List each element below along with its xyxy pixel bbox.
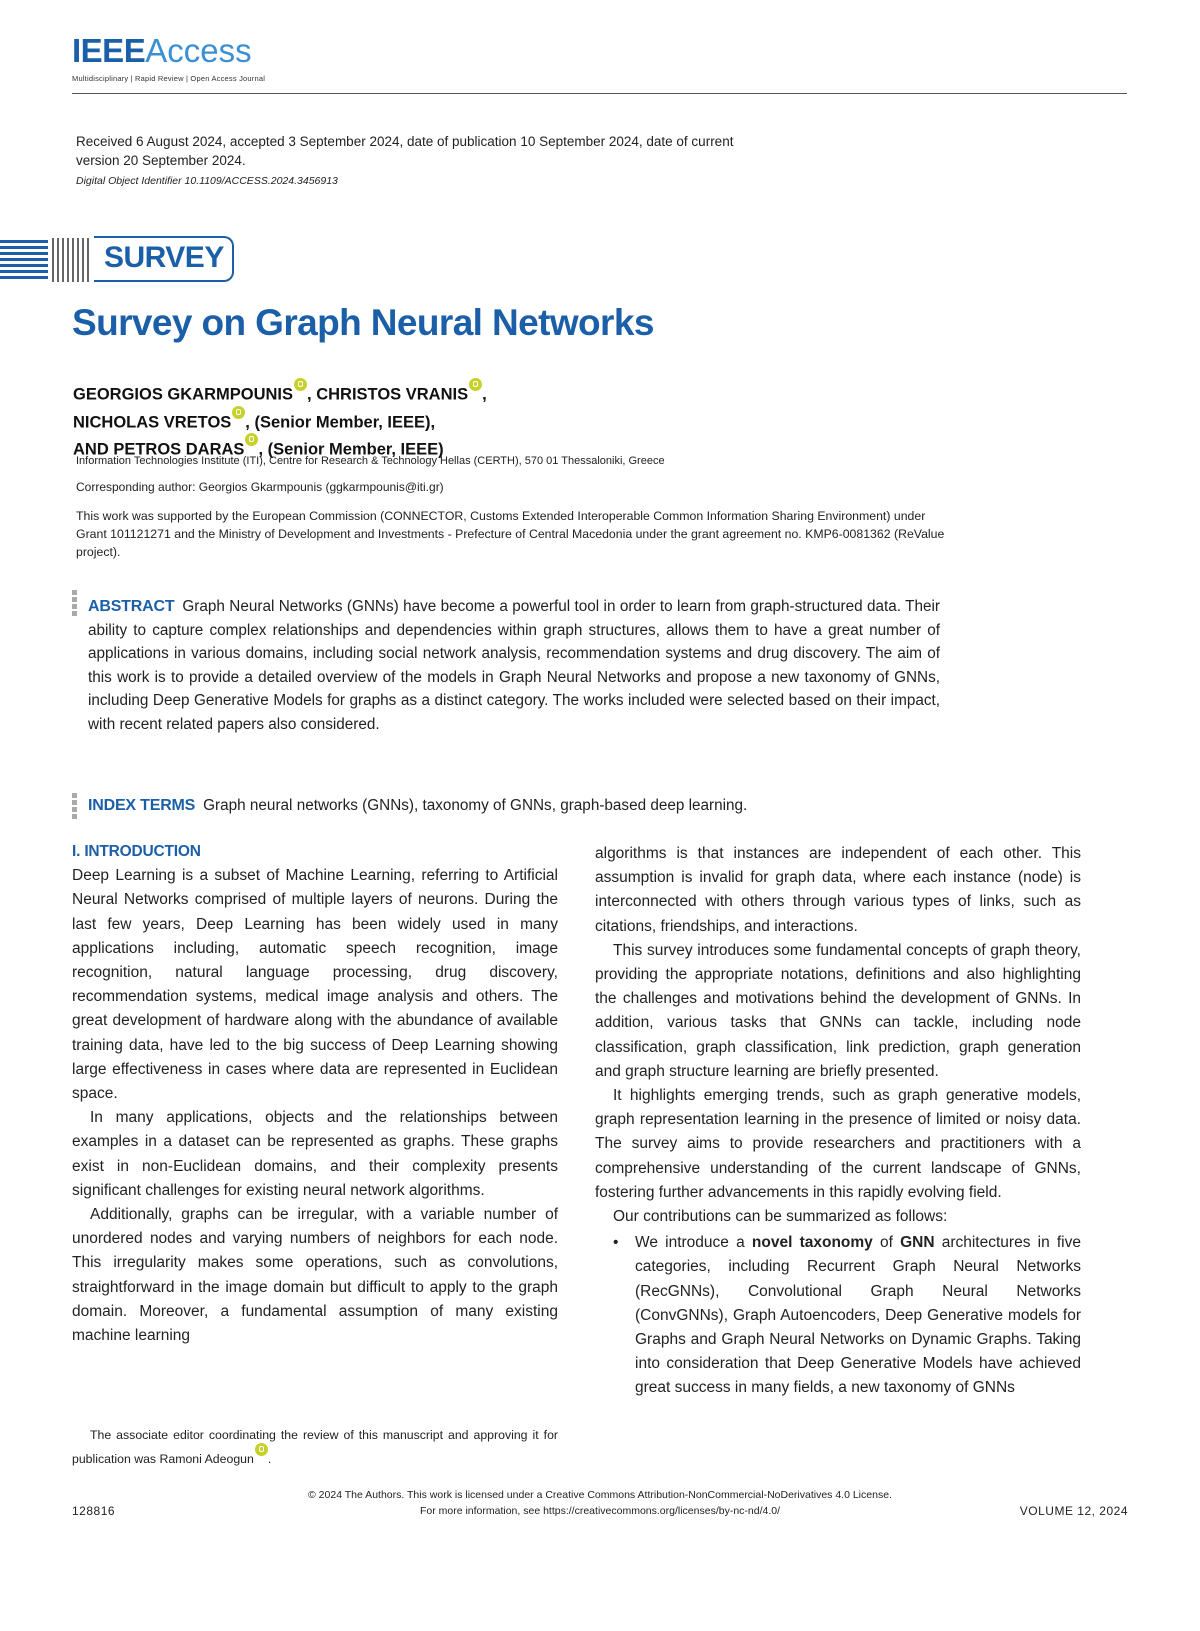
author-2: , CHRISTOS VRANIS — [307, 385, 469, 404]
body-column-right — [595, 842, 1081, 1401]
author-4: AND PETROS DARAS — [73, 440, 245, 459]
section-badge: SURVEY — [104, 241, 224, 274]
section-heading: I. INTRODUCTION — [72, 843, 201, 860]
orcid-icon[interactable] — [245, 433, 258, 446]
orcid-icon[interactable] — [294, 378, 307, 391]
bullet-text: We introduce a — [635, 1234, 752, 1252]
contributions-list — [595, 1231, 1081, 1400]
paragraph: Deep Learning is a subset of Machine Learning, referring to Artificial Neural Networks comprised of multiple layers of neurons. During the last few years, Deep Learning has been widely used in many applications including, automatic speech recognition, image recognition, natural language processing, drug discovery, recommendation systems, medical image analysis and others. The great development of hardware along with the abundance of available training data, have led to the big success of Deep Learning showing large effectiveness in cases where data are represented in Euclidean space. — [72, 867, 558, 1103]
bullet-text: architectures in five categories, including Recurrent Graph Neural Networks (RecGNNs), Convolutional Graph Neural Networks (ConvGNNs), Graph Autoencoders, Deep Generative models for Graphs and Graph Neural Networks on Dynamic Graphs. Taking into consideration that Deep Generative Models have achieved great success in many fields, a new taxonomy of GNNs — [635, 1234, 1081, 1397]
footnote-tail: . — [267, 1452, 272, 1467]
orcid-icon[interactable] — [469, 378, 482, 391]
received-dates: Received 6 August 2024, accepted 3 September 2024, date of publication 10 September 2024, date of current version 20 September 2024. — [76, 134, 734, 168]
abstract-text: Graph Neural Networks (GNNs) have become a powerful tool in order to learn from graph-structured data. Their ability to capture complex relationships and dependencies within graph structures, allows them to have a great number of applications in various domains, including social network analysis, recommendation systems and drug discovery. The aim of this work is to provide a detailed overview of the models in Graph Neural Networks and propose a new taxonomy of GNNs, including Deep Generative Models for graphs as a distinct category. The works included were selected based on their impact, with recent related papers also considered. — [88, 598, 940, 733]
author-3: NICHOLAS VRETOS — [73, 413, 232, 431]
license-link[interactable]: For more information, see https://creativecommons.org/licenses/by-nc-nd/4.0/ — [419, 1505, 781, 1517]
abstract-label: ABSTRACT — [88, 598, 175, 615]
orcid-icon[interactable] — [232, 406, 245, 419]
logo-access-text: Access — [145, 32, 252, 69]
bullet-text: of — [872, 1234, 901, 1252]
bullet-bold: novel taxonomy — [751, 1234, 873, 1252]
ieee-access-logo — [72, 34, 252, 67]
abstract-marker-icon — [72, 590, 77, 618]
header-divider — [72, 93, 1127, 94]
paragraph: algorithms is that instances are independent of each other. This assumption is invalid for graph data, where each instance (node) is interconnected with others through various types of links, such as citations, friendships, and interactions. — [595, 845, 1081, 935]
volume: VOLUME 12, 2024 — [1019, 1504, 1128, 1518]
index-terms-label: INDEX TERMS — [88, 797, 196, 814]
paragraph: Our contributions can be summarized as follows: — [613, 1208, 948, 1226]
corresponding-author: Corresponding author: Georgios Gkarmpounis (ggkarmpounis@iti.gr) — [76, 480, 444, 494]
paragraph: This survey introduces some fundamental concepts of graph theory, providing the appropriate notations, definitions and also highlighting the challenges and motivations behind the development of GNNs. In addition, various tasks that GNNs can tackle, including node classification, graph classification, link prediction, graph generation and graph structure learning are briefly presented. — [595, 941, 1081, 1080]
affiliation: Information Technologies Institute (ITI), Centre for Research & Technology Hellas (CERTH), 570 01 Thessaloniki, Greece — [76, 455, 665, 467]
bullet-bold: GNN — [900, 1234, 935, 1252]
logo-tagline: Multidisciplinary | Rapid Review | Open Access Journal — [72, 74, 266, 83]
author-3-tail: , (Senior Member, IEEE), — [245, 413, 436, 431]
orcid-icon[interactable] — [255, 1443, 268, 1456]
list-item — [595, 1231, 1081, 1400]
page-number: 128816 — [72, 1504, 116, 1518]
author-list — [73, 380, 633, 463]
paragraph: In many applications, objects and the relationships between examples in a dataset can be represented as graphs. These graphs exist in non-Euclidean domains, and their complexity presents significant challenges for existing neural network algorithms. — [72, 1109, 558, 1199]
abstract — [88, 595, 940, 737]
author-4-tail: , (Senior Member, IEEE) — [258, 440, 444, 459]
doi: Digital Object Identifier 10.1109/ACCESS.2024.3456913 — [76, 175, 338, 187]
footnote-text: The associate editor coordinating the review of this manuscript and approving it for publication was Ramoni Adeogun — [72, 1428, 558, 1467]
editor-footnote — [72, 1425, 558, 1469]
logo-ieee-text: IEEE — [72, 32, 146, 69]
index-terms — [88, 797, 988, 815]
survey-badge-stripes-icon — [0, 236, 95, 284]
author-1: GEORGIOS GKARMPOUNIS — [73, 385, 294, 404]
body-column-left — [72, 840, 558, 1348]
paragraph: It highlights emerging trends, such as graph generative models, graph representation learning in the presence of limited or noisy data. The survey aims to provide researchers and practitioners with a comprehensive understanding of the current landscape of GNNs, fostering further advancements in this rapidly evolving field. — [595, 1087, 1081, 1201]
license-line: © 2024 The Authors. This work is licensed under a Creative Commons Attribution-NonCommercial-NoDerivatives 4.0 License. — [308, 1489, 892, 1501]
author-2-tail: , — [482, 385, 487, 404]
funding-note: This work was supported by the European Commission (CONNECTOR, Customs Extended Interoperable Common Information Sharing Environment) under Grant 101121271 and the Ministry of Development and Investments - Prefecture of Central Macedonia under the grant agreement no. KMP6-0081362 (ReValue project). — [76, 509, 945, 559]
index-terms-text: Graph neural networks (GNNs), taxonomy of GNNs, graph-based deep learning. — [203, 797, 748, 814]
index-terms-marker-icon — [72, 793, 77, 821]
paragraph: Additionally, graphs can be irregular, with a variable number of unordered nodes and varying numbers of neighbors for each node. This irregularity makes some operations, such as convolutions, straightforward in the image domain but difficult to apply to the graph domain. Moreover, a fundamental assumption of many existing machine learning — [72, 1206, 558, 1345]
paper-title: Survey on Graph Neural Networks — [72, 302, 654, 343]
